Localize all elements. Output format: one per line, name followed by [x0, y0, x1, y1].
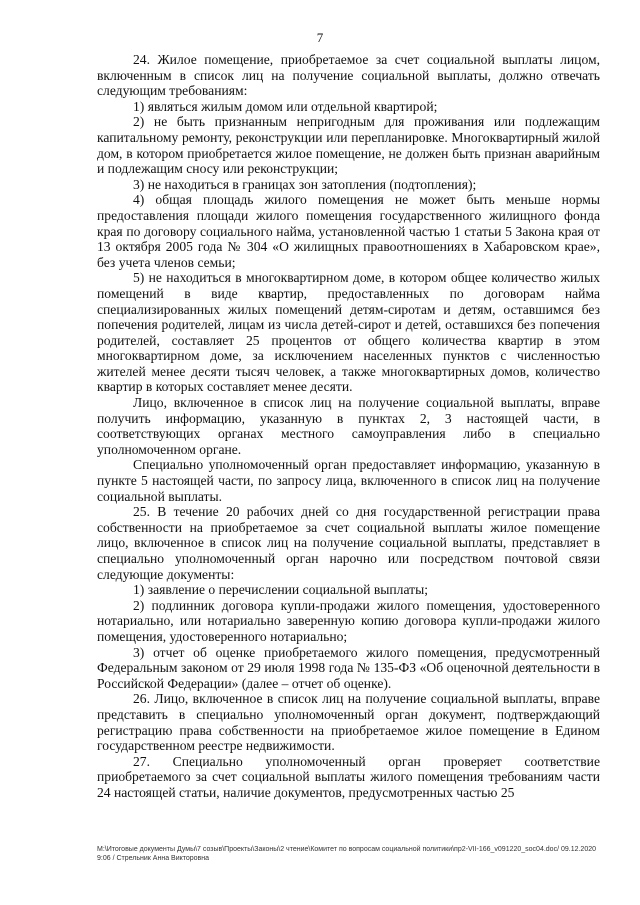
paragraph-27: 27. Специально уполномоченный орган проверяет соответствие приобретаемого за счет социальной выплаты жилого помещения требованиям части 24 настоящей статьи, наличие документов, предусмотренных частью 25	[97, 753, 600, 800]
list-item-25-3: 3) отчет об оценке приобретаемого жилого помещения, предусмотренный Федеральным законом от 29 июля 1998 года № 135-ФЗ «Об оценочной деятельности в Российской Федерации» (далее – отчет об оценке).	[97, 644, 600, 691]
list-item-25-1: 1) заявление о перечислении социальной выплаты;	[133, 582, 428, 598]
list-item-24-2: 2) не быть признанным непригодным для проживания или подлежащим капитальному ремонту, реконструкции или перепланировке. Многоквартирный жилой дом, в котором приобретается жилое помещение, не должен быть признан аварийным и подлежащим сносу или реконструкции;	[97, 114, 600, 177]
page-number: 7	[316, 30, 324, 45]
paragraph-25: 25. В течение 20 рабочих дней со дня государственной регистрации права собственности на приобретаемое за счет социальной выплаты жилое помещение лицо, включенное в список лиц на получение социальной выплаты, представляет в специально уполномоченный орган нарочно или посредством почтовой связи следующие документы:	[97, 504, 600, 582]
file-path-footer: M:\Итоговые документы Думы\7 созыв\Проекты\Законы\2 чтение\Комитет по вопросам социальной политики\пр2-VII-166_v091220_soc04.doc/ 09.12.2020 9:06 / Стрельник Анна Викторовна	[97, 846, 596, 862]
list-item-24-5: 5) не находиться в многоквартирном доме, в котором общее количество жилых помещений в виде квартир, предоставленных по договорам найма специализированных жилых помещений детям-сиротам и детям, оставшимся без попечения родителей, лицам из числа детей-сирот и детей, оставшихся без попечения родителей, составляет 25 процентов от общего количества квартир в этом многоквартирном доме, за исключением населенных пунктов с численностью жителей менее десяти тысяч человек, а также многоквартирных домов, количество квартир в которых составляет менее десяти.	[97, 270, 600, 395]
document-body	[97, 52, 600, 801]
list-item-25-2: 2) подлинник договора купли-продажи жилого помещения, удостоверенного нотариально, или нотариально заверенную копию договора купли-продажи жилого помещения, удостоверенного нотариально;	[97, 597, 600, 644]
list-item-24-4: 4) общая площадь жилого помещения не может быть меньше нормы предоставления площади жилого помещения государственного жилищного фонда края по договору социального найма, установленной частью 1 статьи 5 Закона края от 13 октября 2005 года № 304 «О жилищных правоотношениях в Хабаровском крае», без учета членов семьи;	[97, 192, 600, 270]
paragraph-info-right: Лицо, включенное в список лиц на получение социальной выплаты, вправе получить информацию, указанную в пунктах 2, 3 настоящей части, в соответствующих органах местного самоуправления либо в специально уполномоченном органе.	[97, 395, 600, 457]
paragraph-24: 24. Жилое помещение, приобретаемое за счет социальной выплаты лицом, включенным в список лиц на получение социальной выплаты, должно отвечать следующим требованиям:	[97, 52, 600, 99]
list-item-24-3: 3) не находиться в границах зон затопления (подтопления);	[133, 176, 477, 192]
paragraph-26: 26. Лицо, включенное в список лиц на получение социальной выплаты, вправе представить в специально уполномоченный орган документ, подтверждающий регистрацию права собственности на приобретаемое жилое помещение в Едином государственном реестре недвижимости.	[97, 691, 600, 754]
paragraph-info-provision: Специально уполномоченный орган предоставляет информацию, указанную в пункте 5 настоящей части, по запросу лица, включенного в список лиц на получение социальной выплаты.	[97, 457, 600, 504]
list-item-24-1: 1) являться жилым домом или отдельной квартирой;	[133, 98, 438, 114]
